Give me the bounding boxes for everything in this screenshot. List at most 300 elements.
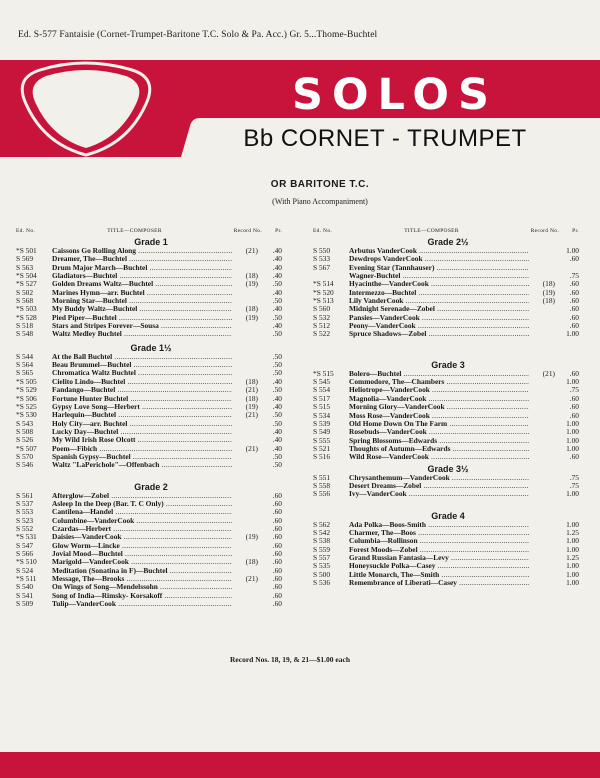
catalog-row (16, 330, 286, 338)
edition-number: S 538 (313, 537, 331, 546)
catalog-row (313, 554, 583, 562)
edition-number: S 560 (313, 305, 331, 314)
price: 1.00 (566, 544, 579, 554)
header-ed: Ed. No. (16, 227, 36, 234)
edition-number: S 549 (313, 428, 331, 437)
edition-number: S 564 (16, 361, 34, 370)
column-header (16, 226, 286, 235)
edition-number: *S 510 (16, 558, 37, 567)
edition-number: *S 529 (16, 386, 37, 395)
edition-number: *S 506 (16, 394, 37, 403)
record-number (529, 437, 555, 445)
record-number (529, 562, 555, 570)
catalog-row (16, 247, 286, 255)
record-number: (18) (245, 305, 258, 314)
alternate-instrument: OR BARITONE T.C. (270, 179, 370, 190)
record-number (232, 525, 258, 533)
solo-title: Poem—Fibich ..... (52, 445, 232, 453)
catalog-row (313, 579, 583, 587)
catalog-row (16, 289, 286, 297)
catalog-row (313, 272, 583, 280)
header-record: Record No. (530, 227, 559, 234)
price: .60 (569, 304, 579, 314)
price: .50 (272, 360, 282, 370)
catalog-row (16, 533, 286, 541)
catalog-row (16, 575, 286, 583)
edition-number: *S 501 (16, 247, 37, 255)
catalog-row (313, 280, 583, 288)
price: .40 (272, 262, 282, 272)
solo-title: Bolero—Buchtel ..... (349, 370, 529, 378)
price: .60 (272, 557, 282, 567)
edition-number: S 512 (313, 322, 331, 331)
record-number (529, 412, 555, 420)
catalog-row (16, 361, 286, 369)
edition-number: S 524 (16, 566, 34, 575)
solo-title: Desert Dreams—Zobel ..... (349, 482, 529, 490)
catalog-row (16, 542, 286, 550)
catalog-row (16, 453, 286, 461)
price: .50 (272, 460, 282, 470)
edition-number: S 569 (16, 255, 34, 264)
catalog-row (313, 474, 583, 482)
edition-number: S 542 (313, 528, 331, 537)
edition-number: *S 515 (313, 369, 334, 378)
edition-number: S 559 (313, 545, 331, 554)
solo-title: Song of India—Rimsky- Korsakoff ..... (52, 592, 232, 600)
catalog-row (313, 386, 583, 394)
solo-title: Remembrance of Liberati—Casey ..... (349, 579, 529, 587)
section-gap (16, 470, 286, 482)
solo-title: Afterglow—Zobel ..... (52, 492, 232, 500)
edition-number: S 522 (313, 330, 331, 339)
edition-number: *S 527 (16, 280, 37, 289)
price: 1.00 (566, 519, 579, 529)
catalog-row (16, 420, 286, 428)
catalog-row (16, 386, 286, 394)
catalog-row (16, 461, 286, 469)
catalog-row (313, 453, 583, 461)
catalog-row (313, 428, 583, 436)
edition-number: S 567 (313, 263, 331, 272)
solo-title: Daisies—VanderCook ..... (52, 533, 232, 541)
price: .60 (272, 507, 282, 517)
edition-number: S 570 (16, 452, 34, 461)
solo-title: Chromatica Waltz Buchtel ..... (52, 369, 232, 377)
record-number: (18) (245, 272, 258, 281)
edition-number: S 555 (313, 436, 331, 445)
solo-title: Grand Russian Fantasia—Levy ..... (349, 554, 529, 562)
record-number (232, 500, 258, 508)
header-price: Pr. (572, 227, 579, 234)
catalog-row (313, 420, 583, 428)
solo-title: Magnolia—VanderCook ..... (349, 395, 529, 403)
record-number: (19) (245, 313, 258, 322)
solo-title: Fandango—Buchtel ..... (52, 386, 232, 394)
column-header (313, 226, 583, 235)
record-number (529, 247, 555, 255)
price: .40 (272, 321, 282, 331)
price: .60 (272, 523, 282, 533)
edition-number: S 557 (313, 553, 331, 562)
edition-number: S 554 (313, 386, 331, 395)
record-number (529, 322, 555, 330)
price: .60 (569, 279, 579, 289)
price: .60 (569, 321, 579, 331)
section-gap (313, 499, 583, 511)
edition-number: *S 531 (16, 533, 37, 542)
record-number (232, 492, 258, 500)
solo-title: Glow Worm—Lincke ..... (52, 542, 232, 550)
catalog-row (16, 403, 286, 411)
record-number (232, 600, 258, 608)
solo-title: Arbutus VanderCook ..... (349, 247, 529, 255)
catalog-row (16, 550, 286, 558)
solo-title: Old Home Down On The Farm ..... (349, 420, 529, 428)
solo-title: Gypsy Love Song—Herbert ..... (52, 403, 232, 411)
catalog-row (16, 305, 286, 313)
catalog-row (313, 322, 583, 330)
price: .60 (272, 515, 282, 525)
price: .50 (272, 312, 282, 322)
record-number (232, 436, 258, 444)
price: .50 (272, 418, 282, 428)
solo-title: Spanish Gypsy—Buchtel ..... (52, 453, 232, 461)
record-number (529, 330, 555, 338)
price: 1.00 (566, 569, 579, 579)
price: .40 (272, 254, 282, 264)
catalog-row (313, 314, 583, 322)
record-number (529, 537, 555, 545)
edition-number: *S 507 (16, 444, 37, 453)
record-number: (18) (542, 297, 555, 306)
catalog-row (16, 297, 286, 305)
price: .40 (272, 426, 282, 436)
edition-number: S 533 (313, 255, 331, 264)
edition-number: S 552 (16, 524, 34, 533)
price: 1.00 (566, 246, 579, 255)
solo-title: Lily VanderCook ..... (349, 297, 529, 305)
catalog-row (313, 255, 583, 263)
price: .50 (272, 368, 282, 378)
solo-title: Dewdrops VanderCook ..... (349, 255, 529, 263)
edition-number: S 551 (313, 473, 331, 482)
edition-number: *S 503 (16, 305, 37, 314)
catalog-row (16, 525, 286, 533)
accompaniment-note: (With Piano Accompaniment) (272, 197, 368, 206)
catalog-row (16, 255, 286, 263)
record-number (232, 453, 258, 461)
edition-number: S 548 (16, 330, 34, 339)
catalog-row (313, 297, 583, 305)
solo-title: Wagner-Buchtel ..... (349, 272, 529, 280)
solo-title: Waltz "LaPericholе"—Offenbach ..... (52, 461, 232, 469)
catalog-row (16, 583, 286, 591)
solo-title: My Buddy Waltz—Buchtel ..... (52, 305, 232, 313)
record-number (232, 361, 258, 369)
record-number: (21) (245, 411, 258, 420)
price: 1.25 (566, 527, 579, 537)
edition-number: S 541 (16, 591, 34, 600)
bottom-red-bar (0, 752, 600, 778)
price: 1.00 (566, 443, 579, 453)
edition-number: S 526 (16, 436, 34, 445)
record-number (529, 272, 555, 280)
catalog-row (16, 264, 286, 272)
solo-title: Czardas—Herbert ..... (52, 525, 232, 533)
catalog-row (16, 411, 286, 419)
record-number: (18) (542, 280, 555, 289)
solo-title: Tulip—VanderCook ..... (52, 600, 232, 608)
solo-title: Marines Hymn—arr. Buchtel ..... (52, 289, 232, 297)
record-number (232, 508, 258, 516)
solo-title: Thoughts of Autumn—Edwards ..... (349, 445, 529, 453)
solo-title: Forest Moods—Zobel ..... (349, 546, 529, 554)
edition-number: S 543 (16, 419, 34, 428)
edition-number: S 550 (313, 247, 331, 255)
edition-note: Ed. S-577 Fantaisie (Cornet-Trumpet-Baritone T.C. Solo & Pa. Acc.) Gr. 5...Thome-Buchtel (18, 30, 378, 40)
solo-title: Cantilena—Handel ..... (52, 508, 232, 516)
solo-title: Commodore, The—Chambers ..... (349, 378, 529, 386)
catalog-row (313, 437, 583, 445)
price: .60 (272, 490, 282, 500)
record-number: (21) (245, 575, 258, 584)
solo-title: Ada Polka—Boos-Smith ..... (349, 521, 529, 529)
price: .60 (272, 498, 282, 508)
catalog-row (313, 482, 583, 490)
record-number (529, 453, 555, 461)
catalog-row (313, 330, 583, 338)
price: .50 (272, 385, 282, 395)
edition-number: S 535 (313, 562, 331, 571)
header-title: TITLE—COMPOSER (404, 227, 459, 234)
catalog-row (313, 305, 583, 313)
record-number: (21) (245, 247, 258, 255)
edition-number: S 545 (313, 378, 331, 387)
solo-title: Rosebuds—VanderCook ..... (349, 428, 529, 436)
catalog-row (313, 490, 583, 498)
price: 1.00 (566, 377, 579, 387)
record-number (529, 428, 555, 436)
record-number (529, 554, 555, 562)
edition-number: S 561 (16, 491, 34, 500)
right-catalog-column (313, 226, 583, 587)
edition-number: S 502 (16, 288, 34, 297)
record-number (232, 353, 258, 361)
catalog-row (16, 314, 286, 322)
record-number: (19) (542, 288, 555, 297)
price: .60 (569, 402, 579, 412)
price: .40 (272, 393, 282, 403)
edition-number: S 515 (313, 403, 331, 412)
edition-number: S 562 (313, 520, 331, 529)
edition-number: *S 525 (16, 402, 37, 411)
price: .40 (272, 435, 282, 445)
edition-number: S 518 (16, 322, 34, 331)
record-number (529, 255, 555, 263)
solo-title: My Wild Irish Rose Olcott ..... (52, 436, 232, 444)
edition-number: S 566 (16, 550, 34, 558)
solo-title: Spruce Shadows—Zobel ..... (349, 330, 529, 338)
record-number (232, 583, 258, 591)
edition-number: S 532 (313, 313, 331, 322)
catalog-row (16, 567, 286, 575)
solo-title: Caissons Go Rolling Along ..... (52, 247, 232, 255)
price: .40 (272, 246, 282, 255)
solo-title: Dreamer, The—Buchtel ..... (52, 255, 232, 263)
catalog-row (313, 529, 583, 537)
solo-title: Hyacinthe—VanderCook ..... (349, 280, 529, 288)
grade-heading: Grade 2½ (427, 237, 469, 247)
record-number (529, 571, 555, 579)
record-number (232, 369, 258, 377)
record-price-note: Record Nos. 18, 19, & 21—$1.00 each (230, 655, 350, 664)
record-number (529, 445, 555, 453)
catalog-row (313, 445, 583, 453)
catalog-row (16, 378, 286, 386)
price: .60 (272, 532, 282, 542)
catalog-row (16, 558, 286, 566)
record-number: (19) (245, 280, 258, 289)
price: .50 (272, 296, 282, 306)
price: .60 (272, 540, 282, 550)
solo-title: On Wings of Song—Mendelssohn ..... (52, 583, 232, 591)
edition-number: S 547 (16, 541, 34, 550)
price: 1.00 (566, 561, 579, 571)
record-number (529, 305, 555, 313)
catalog-row (313, 264, 583, 272)
left-catalog-column (16, 226, 286, 608)
price: .75 (569, 472, 579, 482)
solo-title: Fortune Hunter Buchtel ..... (52, 395, 232, 403)
price: .75 (569, 271, 579, 281)
edition-number: S 539 (313, 419, 331, 428)
instrument-title: Bb CORNET - TRUMPET (243, 125, 527, 152)
catalog-row (16, 517, 286, 525)
solo-title: Golden Dreams Waltz—Buchtel ..... (52, 280, 232, 288)
catalog-row (16, 280, 286, 288)
grade-heading: Grade 4 (431, 510, 465, 521)
price: .75 (569, 385, 579, 395)
solo-title: Meditation (Sonatina in F)—Buchtel ..... (52, 567, 232, 575)
record-number (529, 386, 555, 394)
price: .40 (272, 376, 282, 386)
catalog-row (16, 508, 286, 516)
solo-title: Columbine—VanderCook ..... (52, 517, 232, 525)
catalog-row (16, 436, 286, 444)
solo-title: At the Ball Buchtel ..... (52, 353, 232, 361)
catalog-row (16, 445, 286, 453)
price: .60 (272, 549, 282, 558)
price: .40 (272, 304, 282, 314)
price: .40 (272, 443, 282, 453)
header-record: Record No. (233, 227, 262, 234)
record-number (232, 330, 258, 338)
price: .60 (569, 296, 579, 306)
edition-number: S 544 (16, 352, 34, 361)
solo-title: Midnight Serenade—Zobel ..... (349, 305, 529, 313)
record-number (232, 322, 258, 330)
header-price: Pr. (275, 227, 282, 234)
catalog-row (16, 322, 286, 330)
catalog-row (313, 546, 583, 554)
record-number: (19) (245, 533, 258, 542)
record-number (529, 482, 555, 490)
catalog-row (313, 370, 583, 378)
edition-number: S 546 (16, 461, 34, 470)
catalog-row (16, 500, 286, 508)
price: .60 (272, 574, 282, 584)
solo-title: Peony—VanderCook ..... (349, 322, 529, 330)
record-number (232, 567, 258, 575)
edition-number: S 534 (313, 411, 331, 420)
record-number (232, 592, 258, 600)
price: 1.00 (566, 435, 579, 445)
catalog-row (313, 537, 583, 545)
record-number (232, 461, 258, 469)
price: 1.00 (566, 427, 579, 437)
solo-title: Harlequin—Buchtel ..... (52, 411, 232, 419)
record-number: (21) (245, 444, 258, 453)
catalog-row (16, 369, 286, 377)
solo-title: Columbia—Rollinson ..... (349, 537, 529, 545)
record-number (529, 420, 555, 428)
solo-title: Intermezzo—Buchtel ..... (349, 289, 529, 297)
edition-number: S 536 (313, 579, 331, 587)
catalog-row (313, 395, 583, 403)
record-number: (18) (245, 394, 258, 403)
solo-title: Honeysuckle Polka—Casey ..... (349, 562, 529, 570)
catalog-row (16, 592, 286, 600)
solo-title: Drum Major March—Buchtel ..... (52, 264, 232, 272)
record-number (529, 490, 555, 498)
record-number: (18) (245, 558, 258, 567)
solo-title: Beau Brummel—Buchtel ..... (52, 361, 232, 369)
solo-title: Evening Star (Tannhauser) ..... (349, 264, 529, 272)
solo-title: Jovial Mood—Buchtel ..... (52, 550, 232, 558)
solo-title: Moss Rose—VanderCook ..... (349, 412, 529, 420)
record-number (529, 579, 555, 587)
grade-heading: Grade 3 (431, 359, 465, 370)
price: 1.00 (566, 578, 579, 587)
price: 1.25 (566, 552, 579, 562)
catalog-row (313, 378, 583, 386)
record-number (232, 542, 258, 550)
price: .60 (569, 393, 579, 403)
edition-number: S 521 (313, 444, 331, 453)
price: .60 (569, 312, 579, 322)
grade-heading: Grade 2 (134, 481, 168, 492)
solo-title: Morning Star—Buchtel ..... (52, 297, 232, 305)
catalog-row (16, 395, 286, 403)
solo-title: Stars and Stripes Forever—Sousa ..... (52, 322, 232, 330)
edition-number: S 563 (16, 263, 34, 272)
price: 1.00 (566, 418, 579, 428)
edition-number: S 558 (313, 481, 331, 490)
edition-number: S 565 (16, 369, 34, 378)
catalog-row (313, 412, 583, 420)
edition-number: S 537 (16, 499, 34, 508)
edition-number: S 553 (16, 508, 34, 517)
price: .40 (272, 271, 282, 281)
price: 1.00 (566, 329, 579, 339)
solo-title: Ivy—VanderCook ..... (349, 490, 529, 498)
price: .60 (569, 452, 579, 462)
record-number (232, 428, 258, 436)
solo-title: Pansies—VanderCook ..... (349, 314, 529, 322)
solo-title: Holy City—arr. Buchtel ..... (52, 420, 232, 428)
edition-number: S 508 (16, 427, 34, 436)
